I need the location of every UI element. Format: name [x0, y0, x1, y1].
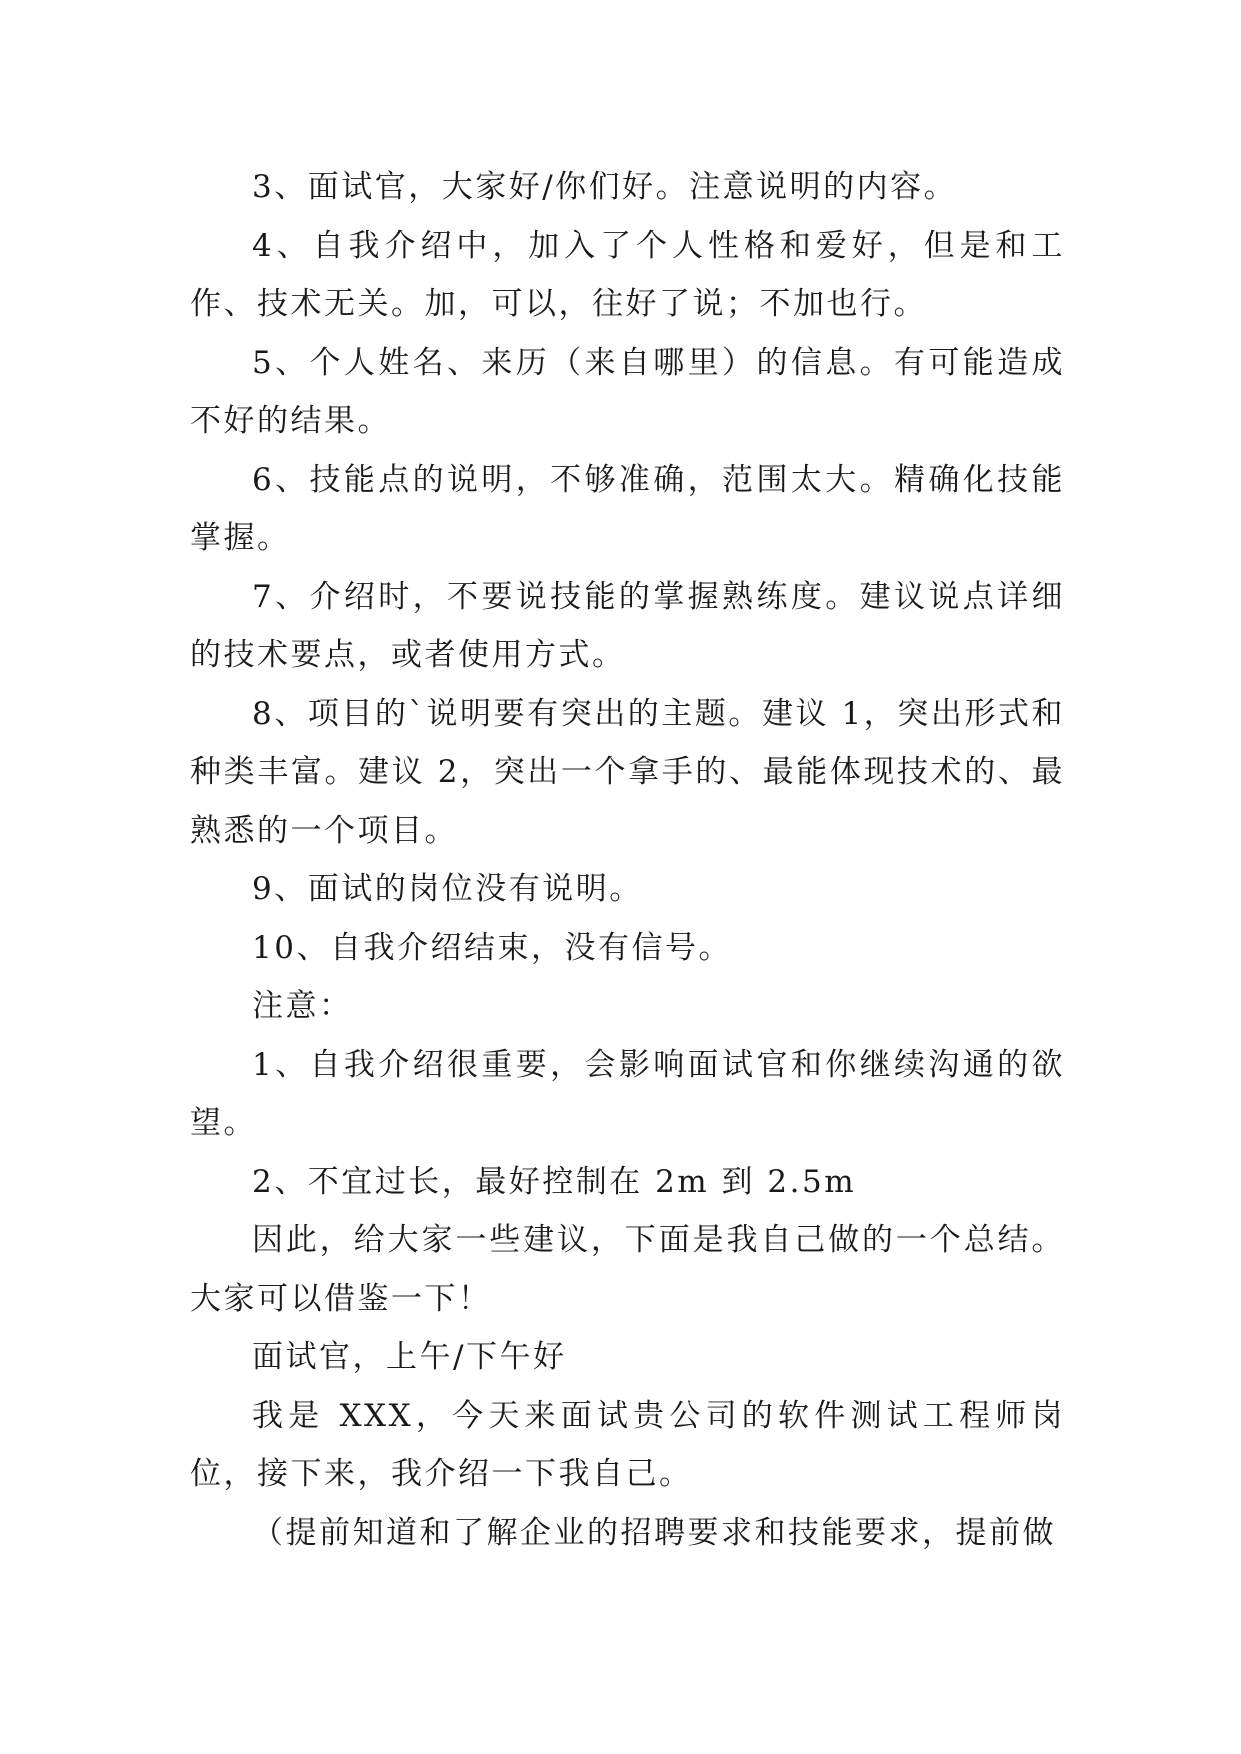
notes-heading: 注意： [252, 988, 353, 1024]
note-item-1: 1、自我介绍很重要，会影响面试官和你继续沟通的欲望。 [190, 1046, 1065, 1141]
paragraph-item-7: 7、介绍时，不要说技能的掌握熟练度。建议说点详细的技术要点，或者使用方式。 [190, 578, 1065, 673]
paragraph-item-9: 9、面试的岗位没有说明。 [252, 871, 643, 907]
paragraph-item-4: 4、自我介绍中，加入了个人性格和爱好，但是和工作、技术无关。加，可以，往好了说；不加也行。 [190, 227, 1065, 322]
preparation-paragraph: （提前知道和了解企业的招聘要求和技能要求，提前做 [252, 1514, 1056, 1551]
paragraph-item-6: 6、技能点的说明，不够准确，范围太大。精确化技能掌握。 [190, 461, 1065, 556]
greeting-paragraph: 面试官，上午/下午好 [252, 1339, 567, 1375]
paragraph-item-5: 5、个人姓名、来历（来自哪里）的信息。有可能造成不好的结果。 [190, 344, 1065, 439]
document-body [190, 158, 1065, 1562]
paragraph-item-10: 10、自我介绍结束，没有信号。 [252, 929, 732, 966]
paragraph-item-8: 8、项目的`说明要有突出的主题。建议 1，突出形式和种类丰富。建议 2，突出一个拿手的、最能体现技术的、最熟悉的一个项目。 [190, 695, 1065, 849]
self-intro-paragraph: 我是 XXX，今天来面试贵公司的软件测试工程师岗位，接下来，我介绍一下我自己。 [190, 1397, 1065, 1492]
paragraph-item-3: 3、面试官，大家好/你们好。注意说明的内容。 [252, 169, 958, 205]
note-item-2: 2、不宜过长，最好控制在 2m 到 2.5m [252, 1163, 857, 1200]
summary-intro-paragraph: 因此，给大家一些建议，下面是我自己做的一个总结。大家可以借鉴一下！ [190, 1222, 1065, 1317]
